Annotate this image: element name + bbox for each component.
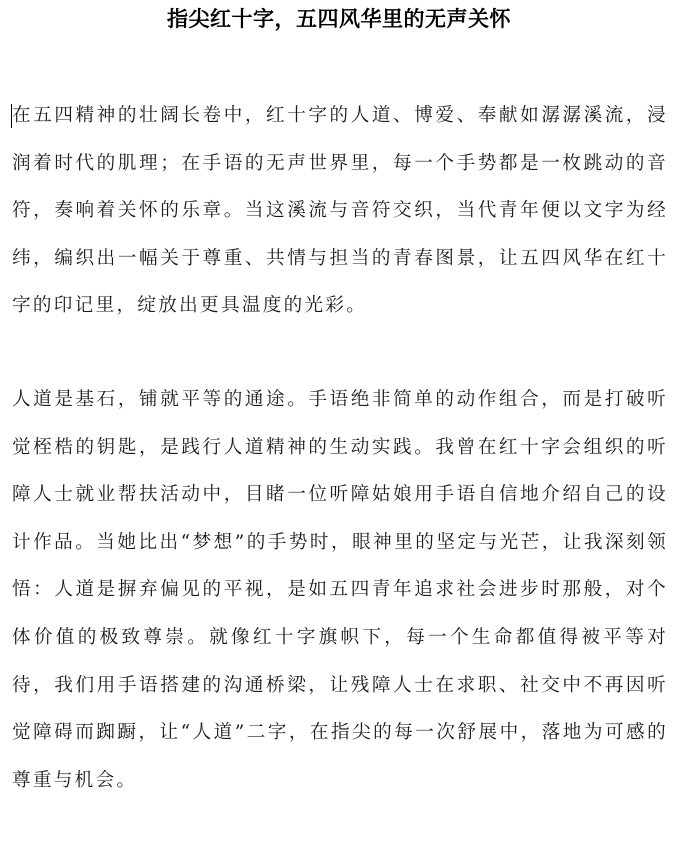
paragraph-2[interactable]: 人道是基石，铺就平等的通途。手语绝非简单的动作组合，而是打破听觉桎梏的钥匙，是践行人道精神的生动实践。我曾在红十字会组织的听障人士就业帮扶活动中，目睹一位听障姑娘用手语自信地介绍自己的设计作品。当她比出“梦想”的手势时，眼神里的坚定与光芒，让我深刻领悟：人道是摒弃偏见的平视，是如五四青年追求社会进步时那般，对个体价值的极致尊崇。就像红十字旗帜下，每一个生命都值得被平等对待，我们用手语搭建的沟通桥梁，让残障人士在求职、社交中不再因听觉障碍而踟蹰，让“人道”二字，在指尖的每一次舒展中，落地为可感的尊重与机会。 — [12, 389, 668, 791]
document-title: 指尖红十字，五四风华里的无声关怀 — [167, 7, 511, 31]
paragraph-1[interactable]: 在五四精神的壮阔长卷中，红十字的人道、博爱、奉献如潺潺溪流，浸润着时代的肌理；在手语的无声世界里，每一个手势都是一枚跳动的音符，奏响着关怀的乐章。当这溪流与音符交织，当代青年便以文字为经纬，编织出一幅关于尊重、共情与担当的青春图景，让五四风华在红十字的印记里，绽放出更具温度的光彩。 — [12, 105, 668, 317]
